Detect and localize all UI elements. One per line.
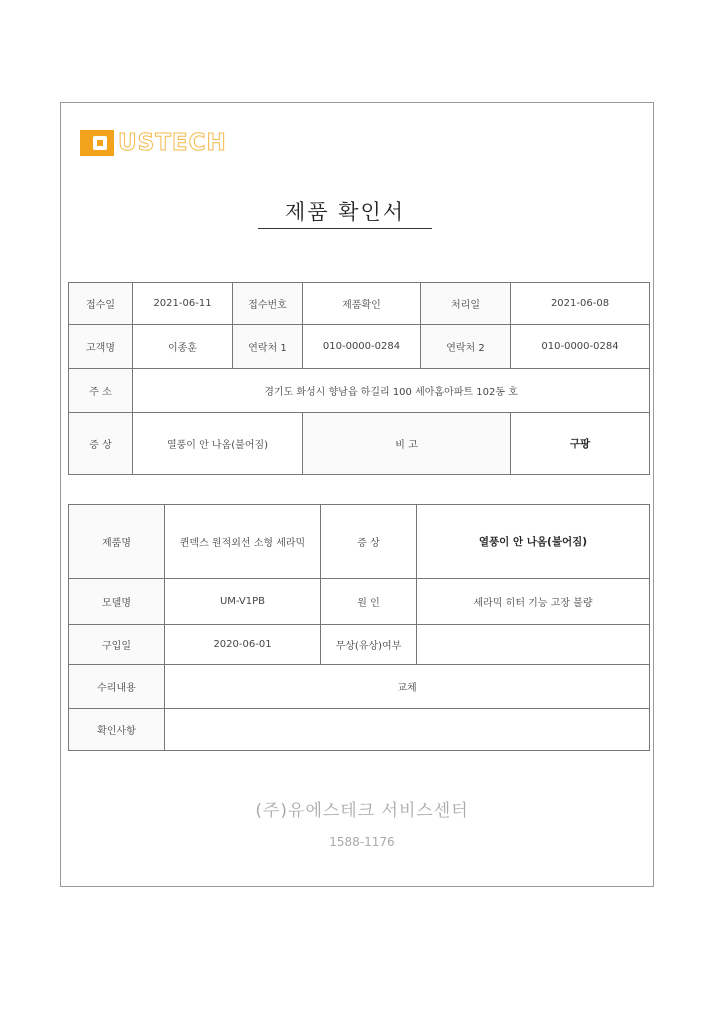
purchase-date-label: 구입일 (69, 625, 165, 665)
receipt-date: 2021-06-11 (133, 283, 233, 325)
customer-name: 이종훈 (133, 325, 233, 369)
product-symptom-value: 열풍이 안 나옴(불어짐) (417, 505, 650, 579)
note-value: 구팡 (511, 413, 650, 475)
receipt-date-label: 접수일 (69, 283, 133, 325)
repair-label: 수리내용 (69, 665, 165, 709)
document-title: 제품 확인서 (284, 200, 406, 224)
warranty-value (417, 625, 650, 665)
company-phone: 1588-1176 (329, 835, 395, 849)
address-value: 경기도 화성시 향남읍 하길리 100 세아홈아파트 102동 호 (133, 369, 650, 413)
process-date-label: 처리일 (421, 283, 511, 325)
address-label: 주 소 (69, 369, 133, 413)
product-name-value: 퀸덱스 원적외선 소형 세라믹 (165, 505, 321, 579)
contact1-label: 연락처 1 (233, 325, 303, 369)
purchase-date-value: 2020-06-01 (165, 625, 321, 665)
logo-text: USTECH (118, 130, 227, 156)
model-label: 모델명 (69, 579, 165, 625)
company-name: (주)유에스테크 서비스센터 (255, 801, 469, 821)
note-label: 비 고 (303, 413, 511, 475)
company-logo (80, 130, 227, 156)
receipt-info-table (68, 282, 650, 475)
product-name-label: 제품명 (69, 505, 165, 579)
customer-label: 고객명 (69, 325, 133, 369)
confirm-label: 확인사항 (69, 709, 165, 751)
contact1-value: 010-0000-0284 (303, 325, 421, 369)
product-check-table (68, 504, 650, 751)
title-underline (258, 228, 432, 229)
symptom-value: 열풍이 안 나옴(불어짐) (133, 413, 303, 475)
cause-value: 세라믹 히터 기능 고장 불량 (417, 579, 650, 625)
contact2-value: 010-0000-0284 (511, 325, 650, 369)
warranty-label: 무상(유상)여부 (321, 625, 417, 665)
process-date: 2021-06-08 (511, 283, 650, 325)
receipt-number-label: 접수번호 (233, 283, 303, 325)
repair-value: 교체 (165, 665, 650, 709)
contact2-label: 연락처 2 (421, 325, 511, 369)
receipt-number: 제품확인 (303, 283, 421, 325)
cause-label: 원 인 (321, 579, 417, 625)
logo-mark-icon (80, 130, 114, 156)
confirm-value (165, 709, 650, 751)
model-value: UM-V1PB (165, 579, 321, 625)
symptom-label: 증 상 (69, 413, 133, 475)
product-symptom-label: 증 상 (321, 505, 417, 579)
